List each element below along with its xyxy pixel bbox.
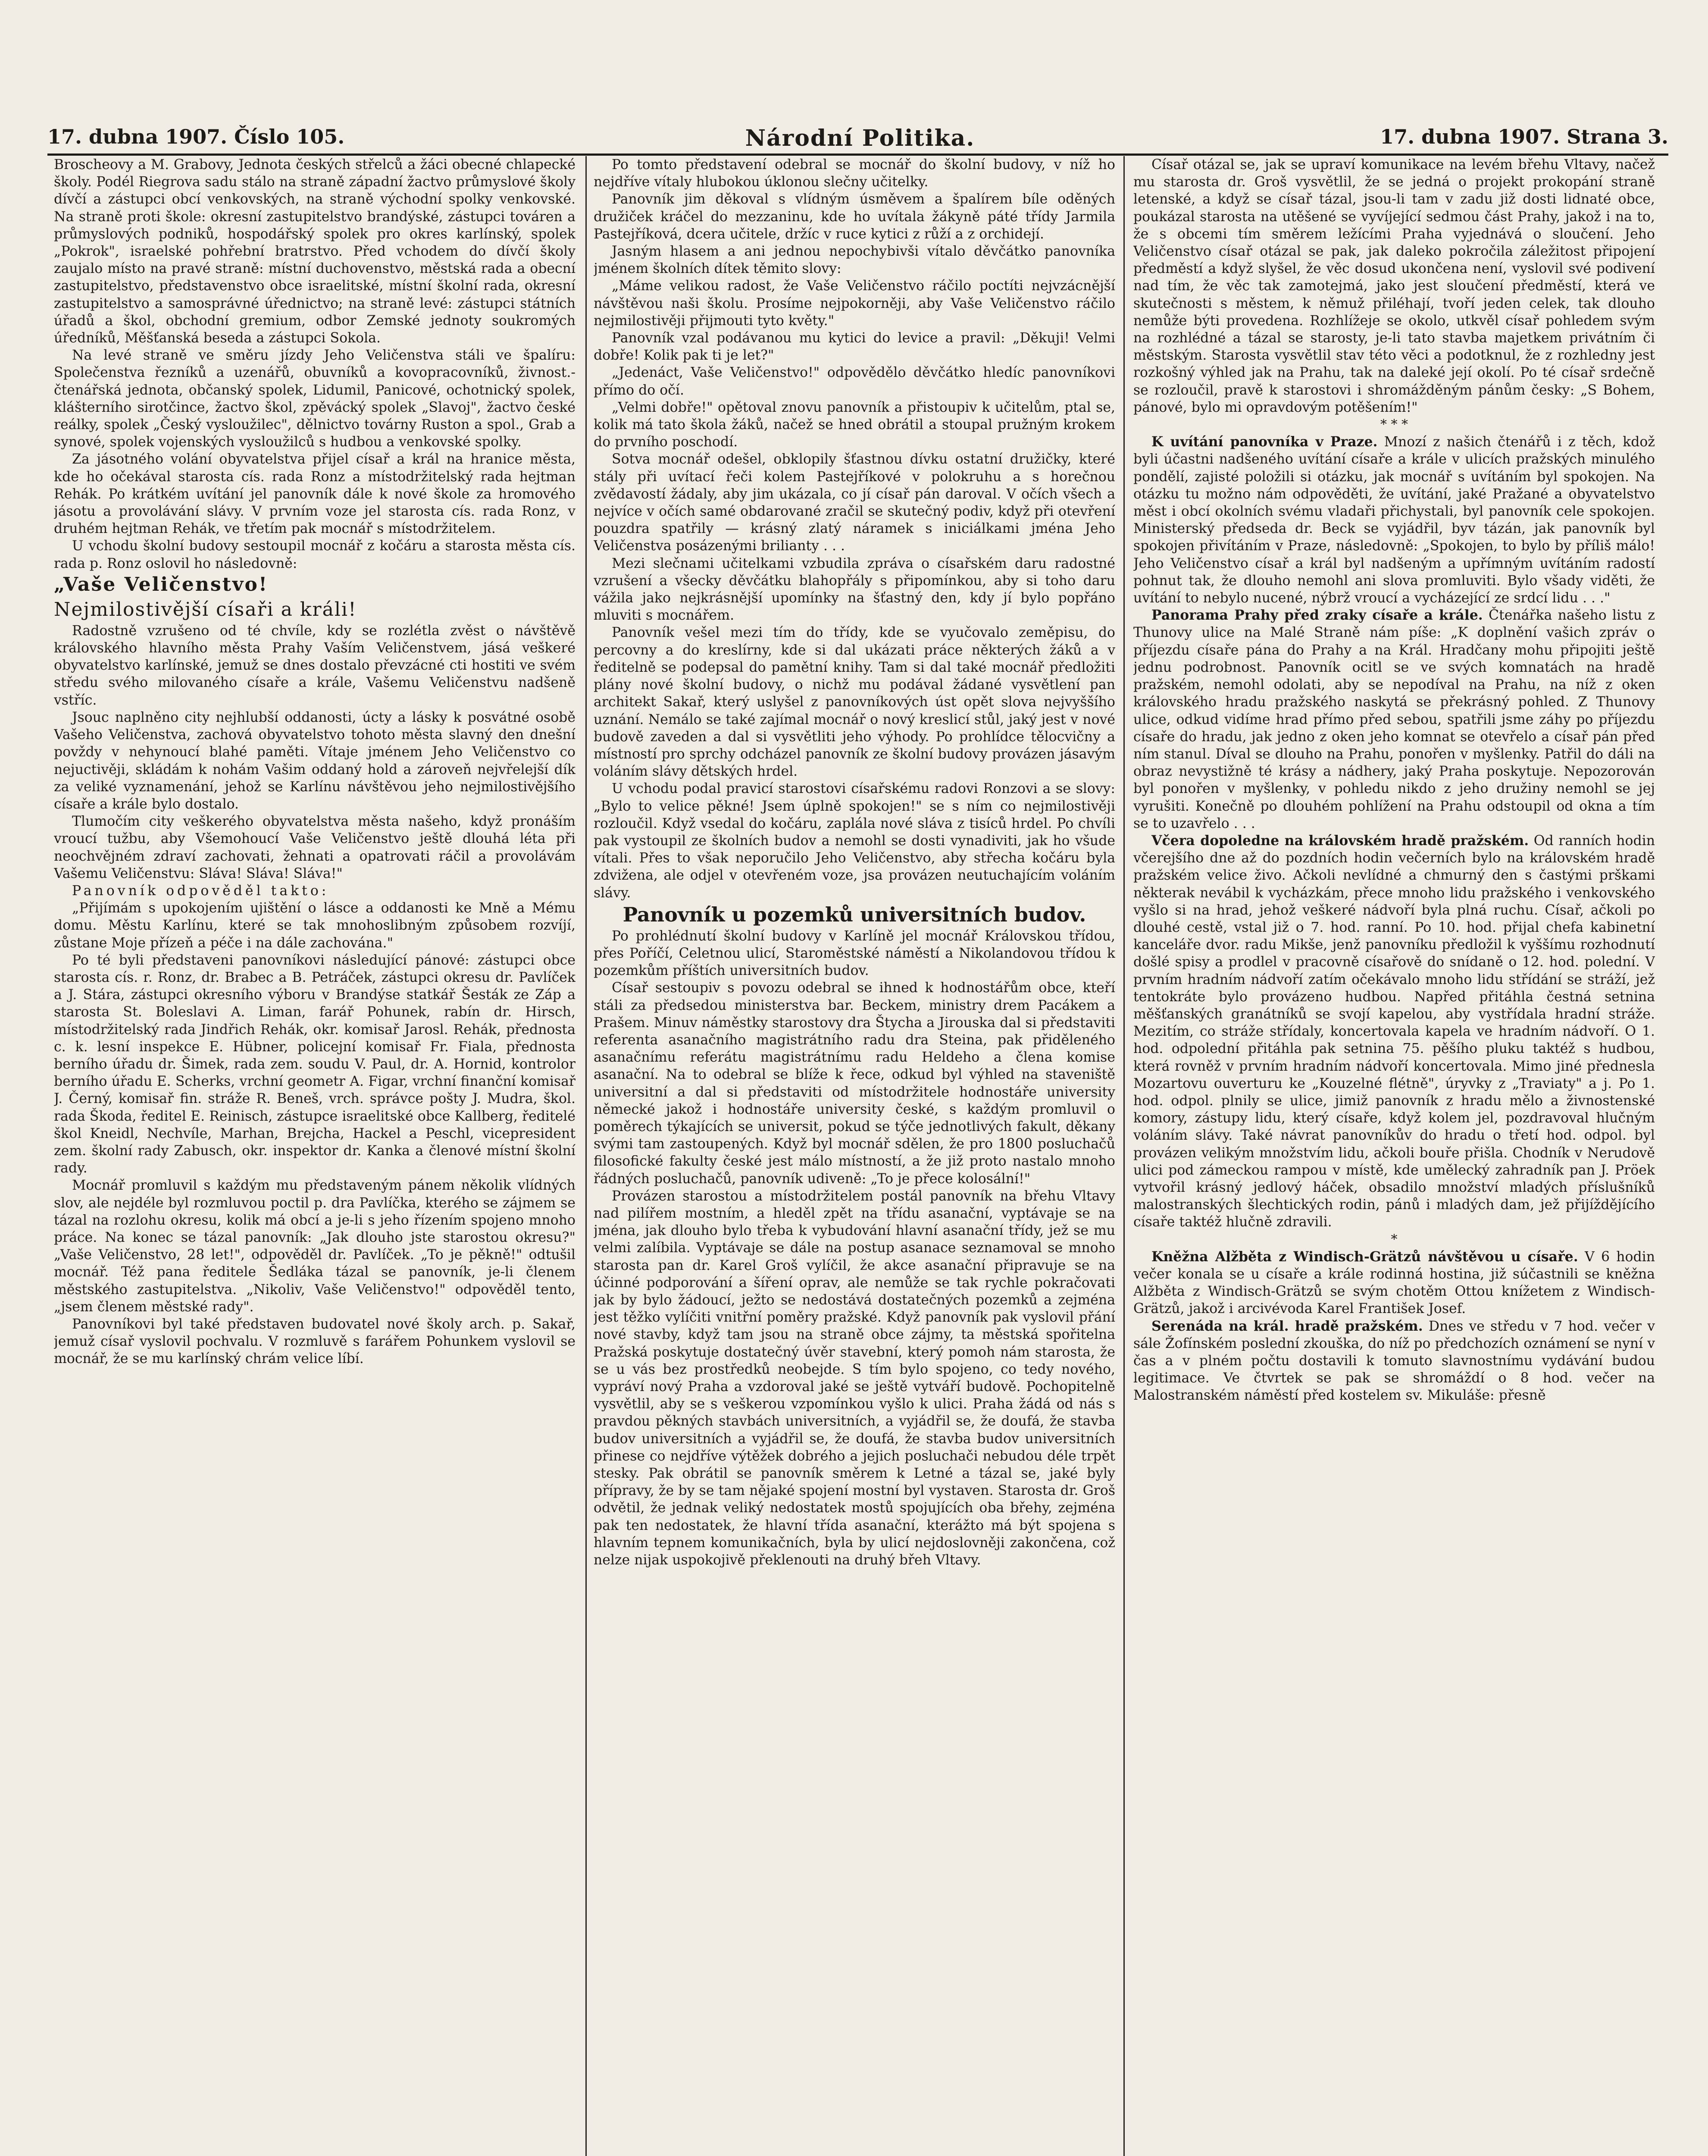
- address-heading: „Vaše Veličenstvo!: [54, 573, 269, 595]
- paragraph: Po prohlédnutí školní budovy v Karlíně jel mocnář Královskou třídou, přes Poříčí, Celetnou ulicí, Staroměstské náměstí a Nikolandovou třídou k pozemkům příštích universitních budov.: [594, 928, 1115, 979]
- news-item-heading: K uvítání panovníka v Praze.: [1151, 434, 1378, 450]
- masthead-date-issue: 17. dubna 1907. Číslo 105.: [47, 125, 345, 148]
- column-rule: [1123, 156, 1125, 2156]
- column-rule: [585, 156, 587, 2156]
- paragraph: Panovník jim děkoval s vlídným úsměvem a špalírem bíle oděných družiček kráčel do mezzaninu, kde ho uvítala žákyně páté třídy Jarmila Pastejříková, dcera učitele, držíc v ruce kytici z růží a z orchidejí.: [594, 191, 1115, 242]
- masthead-title: Národní Politika.: [745, 125, 975, 151]
- paragraph: [1133, 433, 1655, 607]
- masthead-rule: [47, 154, 1668, 156]
- separator-stars: *: [1391, 1232, 1398, 1247]
- column-3: [1133, 156, 1655, 2156]
- news-item-text: Mnozí z našich čtenářů i z těch, kdož byli účastni nadšeného uvítání císaře a krále v ulicích pražských minulého pondělí, zajisté položili si otázku, jak mocnář s uvítáním byl spokojen. Na otázku tu možno nám odpověděti, že uvítání, jaké Pražané a obyvatelstvo měst i obcí okolních svému vladaři přichystali, byl panovník cele spokojen. Ministerský předseda dr. Beck se vyjádřil, byv tázán, jak panovník byl spokojen přivítáním v Praze, následovně: „Spokojen, to bylo by příliš málo! Jeho Veličenstvo císař a král byl nadšeným a upřímným uvítáním radostí pohnut tak, že dlouho nemohl ani slova promluviti. Bylo všady viděti, že uvítání to nebylo nucené, nýbrž vroucí a vycházející ze srdcí lidu . . .": [1133, 434, 1655, 606]
- paragraph: [1133, 1248, 1655, 1318]
- news-item-heading: Panorama Prahy před zraky císaře a krále.: [1151, 607, 1483, 624]
- paragraph: „Přijímám s upokojením ujištění o lásce a oddanosti ke Mně a Mému domu. Městu Karlínu, které se tak mnohoslibným způsobem rozvíjí, zůstane Moje přízeň a péče i na dále zachována.": [54, 900, 576, 951]
- paragraph: Tlumočím city veškerého obyvatelstva města našeho, když pronáším vroucí tužbu, aby Všemohoucí Vaše Veličenstvo ještě dlouhá léta při neochvějném zdraví zachovati, žehnati a opatrovati ráčil a provolávám Vašemu Veličenstvu: Sláva! Sláva! Sláva!": [54, 814, 576, 881]
- paragraph: Broscheovy a M. Grabovy, Jednota českých střelců a žáci obecné chlapecké školy. Podél Riegrova sadu stálo na straně západní žactvo průmyslové školy dívčí a zástupci obcí venkovských, na straně východní spolky venkovské. Na straně proti škole: okresní zastupitelstvo brandýské, zástupci továren a průmyslových podniků, hospodářský spolek pro okres karlínský, spolek „Pokrok", israelské pohřební bratrstvo. Před vchodem do dívčí školy zaujalo místo na pravé straně: místní duchovenstvo, městská rada a obecní zastupitelstvo, představenstvo obce israelitské, místní školní rada, okresní zastupitelstvo a samosprávné úřednictvo; na straně levé: zástupci státních úřadů a škol, obchodní gremium, odbor Zemské jednoty soukromých úředníků, Měšťanská beseda a zástupci Sokola.: [54, 157, 576, 346]
- paragraph: Po té byli představeni panovníkovi následující pánové: zástupci obce starosta cís. r. Ronz, dr. Brabec a B. Petráček, zástupci okresu dr. Pavlíček a J. Stára, zástupci okresního výboru v Brandýse statkář Šesták ze Záp a starosta St. Boleslavi A. Liman, farář Pohunek, rabín dr. Hirsch, místodržitelský rada Jindřich Rehák, okr. komisař Jarosl. Rehák, přednosta c. k. lesní inspekce E. Hübner, policejní komisař Fr. Fiala, přednosta berního úřadu dr. Šimek, rada zem. soudu V. Paul, dr. A. Hornid, kontrolor berního úřadu E. Scherks, vrchní geometr A. Figar, vrchní finanční komisař J. Černý, komisař fin. stráže R. Beneš, vrch. správce pošty J. Mudra, škol. rada Škoda, ředitel E. Reinisch, zástupce israelitské obce Kallberg, ředitelé škol Kneidl, Nechvíle, Marhan, Brejcha, Hackel a Peschl, vicepresident zem. školní rady Zabusch, okr. inspektor dr. Kanka a členové místní školní rady.: [54, 952, 576, 1176]
- paragraph: U vchodu podal pravicí starostovi císařskému radovi Ronzovi a se slovy: „Bylo to velice pěkné! Jsem úplně spokojen!" se s ním co nejmilostivěji rozloučil. Když vsedal do kočáru, zaplála nové sláva z tisíců hrdel. Po chvíli pak vystoupil ze školních budov a nemohl se dosti vynadiviti, jak ho všude vítali. Přes to však neporučilo Jeho Veličenstvo, aby střecha kočáru byla zdvižena, ale odjel v otevřeném voze, jsa provázen neutuchajícím voláním slávy.: [594, 781, 1115, 901]
- paragraph: [1133, 607, 1655, 832]
- news-item-heading: Serenáda na král. hradě pražském.: [1151, 1318, 1423, 1334]
- paragraph: Provázen starostou a místodržitelem postál panovník na břehu Vltavy nad pilířem mostním, a hleděl zpět na třídu asanační, vyptávaje se na jména, jak dlouho bylo třeba k vybudování hlavní asanační třídy, jež se mu velmi zalíbila. Vyptávaje se dále na postup asanace seznamoval se mnoho starosta pan dr. Karel Groš vylíčil, že akce asanační připravuje se na účinné podporování a šíření oprav, ale nemůže se tak rychle pokračovati jak by bylo žádoucí, ježto se nedostává dostatečných pozemků a zejména jest těžko vylíčiti vnitřní poměry pražské. Když panovník pak vyslovil přání nové stavby, když tam jsou na straně obce zájmy, ta městská spořitelna Pražská poskytuje dostatečný úvěr stavební, který pomoh nám starosta, že se u vás bez prostředků neobejde. S tím bylo spojeno, co tedy nového, vypráví nový Praha a vzdoroval jaké se ještě vytváří budově. Pochopitelně vysvětlil, aby se s veškerou vzpomínkou vyšlo k ulici. Praha žádá od nás s pravdou pěkných stavbách universitních, a vyjádřil se, že doufá, že stavba budov universitních a vyjádřil se, že doufá, že stavba budov universitních přinese co nejdříve výtěžek dobrého a jejich posluchači nebudou déle trpět stesky. Pak obrátil se panovník směrem k Letné a tázal se, jaké byly přípravy, že by se tam nějaké spojení mostní byl vystaven. Starosta dr. Groš odvětil, že jednak veliký nedostatek mostů spojujících oba břehy, zejména pak ten nedostatek, že hlavní třída asanační, kterážto má být spojena s hlavním tepnem komunikačních, byla by ulicí nejdoslovněji zakončena, což nelze nijak uspokojivě překlenouti na druhý břeh Vltavy.: [594, 1188, 1115, 1568]
- paragraph: Císař sestoupiv s povozu odebral se ihned k hodnostářům obce, kteří stáli za předsedou ministerstva bar. Beckem, ministry drem Pacákem a Prašem. Minuv náměstky starostovy dra Štycha a Jirouska dal si představiti referenta asanačního magistrátního radu dra Steina, pak přiděleného asanačnímu referátu magistrátnímu radu Heldeho a člena komise asanační. Na to odebral se blíže k řece, odkud byl výhled na staveniště universitní a dal si představiti od místodržitele hodnostáře university německé jakož i hodnostáře university české, s každým promluvil o poměrech týkajících se universit, pokud se týče jednotlivých fakult, děkany svými tam zastoupených. Když byl mocnář sdělen, že pro 1800 posluchačů filosofické fakulty české jest málo místností, a že již proto nastalo mnoho řádných posluchačů, panovník udiveně: „To je přece kolosální!": [594, 980, 1115, 1187]
- paragraph: [1133, 1318, 1655, 1404]
- paragraph: Radostně vzrušeno od té chvíle, kdy se rozlétla zvěst o návštěvě královského hlavního města Prahy Vaším Veličenstvem, jásá veškeré obyvatelstvo karlínské, jemuž se dnes dostalo převzácné cti hostiti ve svém středu svého milovaného císaře a krále, Vašemu Veličenstvu nadšeně vstříc.: [54, 623, 576, 708]
- paragraph: „Máme velikou radost, že Vaše Veličenstvo ráčilo poctíti nejvzácnější návštěvou naši školu. Prosíme nejpokorněji, aby Vaše Veličenstvo ráčilo nejmilostivěji přijmouti tyto květy.": [594, 278, 1115, 329]
- news-item-text: Dnes ve středu v 7 hod. večer v sále Žofínském poslední zkouška, do níž po předchozích oznámení se nyní v čas a v plném počtu dostavili k tomuto slavnostnímu vydávání budou legitimace. Ve čtvrtek se pak se shromáždí o 8 hod. večer na Malostranském náměstí před kostelem sv. Mikuláše: přesně: [1133, 1318, 1655, 1404]
- paragraph: Panovník vzal podávanou mu kytici do levice a pravil: „Děkuji! Velmi dobře! Kolik pak ti je let?": [594, 330, 1115, 364]
- paragraph: Mezi slečnami učitelkami vzbudila zpráva o císařském daru radostné vzrušení a všecky děvčátku blahopřály s připomínkou, aby si toho daru vážila jako nejkrásnější upomínky na šťastný den, kdy jí bylo popřáno mluviti s mocnářem.: [594, 555, 1115, 624]
- paragraph: Sotva mocnář odešel, obklopily šťastnou dívku ostatní družičky, které stály při uvítací řeči kolem Pastejříkové v polokruhu a s horečnou zvědavostí žádaly, aby jim ukázala, co jí císař pán daroval. V očích všech a nejvíce v očích samé obdarované zračil se skutečný podiv, když při otevření pouzdra spatřily — krásný zlatý náramek s iniciálkami jména Jeho Veličenstva posázenými brilianty . . .: [594, 451, 1115, 554]
- paragraph: [1133, 832, 1655, 1231]
- paragraph: Císař otázal se, jak se upraví komunikace na levém břehu Vltavy, načež mu starosta dr. Groš vysvětlil, že se jedná o projekt prokopání straně letenské, a když se císař tázal, jsou-li tam v zadu již dosti lidnaté obce, poukázal starosta na utěšené se vyvíjející sedmou část Prahy, jakož i na to, že s obcemi tím směrem ležícími Praha vyjednává o sloučení. Jeho Veličenstvo císař otázal se pak, jak daleko pokročila záležitost připojení předměstí a když slyšel, že věc dosud ukončena není, vyslovil své podivení nad tím, že věc tak zamotejmá, jako jest sloučení předměstí, která ve skutečnosti s městem, k němuž přiléhají, tvoří jeden celek, tak dlouho nemůže býti provedena. Rozhlížeje se okolo, utkvěl císař pohledem svým na rozhlédné a tázal se starosty, je-li tato stavba majetkem privátním či městským. Starosta vysvětlil stav této věci a podotknul, že z rozhledny jest rozkošný výhled jak na Prahu, tak na daleké její okolí. Po té císař srdečně se rozloučil, pravě k starostovi i shromážděným pánům česky: „S Bohem, pánové, bylo mi opravdovým potěšením!": [1133, 157, 1655, 415]
- paragraph: Po tomto představení odebral se mocnář do školní budovy, v níž ho nejdříve vítaly hlubokou úklonou slečny učitelky.: [594, 157, 1115, 190]
- paragraph: Jasným hlasem a ani jednou nepochybivši vítalo děvčátko panovníka jménem školních dítek těmito slovy:: [594, 244, 1115, 277]
- paragraph: Na levé straně ve směru jízdy Jeho Veličenstva stáli ve špalíru: Společenstva řezníků a uzenářů, obuvníků a kovopracovníků, živnost.-čtenářská jednota, občanský spolek, Lidumil, Panicové, ochotnický spolek, klášterního sirotčince, žactvo škol, zpěvácký spolek „Slavoj", žactvo české reálky, spolek „Český vysloužilec", dělnictvo továrny Ruston a spol., Grab a synové, spolek vojenských vysloužilců s hudbou a venkovské spolky.: [54, 348, 576, 450]
- separator-stars: * * *: [1380, 417, 1408, 432]
- paragraph: Mocnář promluvil s každým mu představeným pánem několik vlídných slov, ale nejdéle byl rozmluvou poctil p. dra Pavlíčka, kterého se zájmem se tázal na rozlohu okresu, kolik má obcí a je-li s jeho řízením spojeno mnoho práce. Na konec se tázal panovník: „Jak dlouho jste starostou okresu?" „Vaše Veličenstvo, 28 let!", odpověděl dr. Pavlíček. „To je pěkně!" odtušil mocnář. Též pana ředitele Šedláka tázal se panovník, je-li členem městského zastupitelstva. „Nikoliv, Vaše Veličenstvo!" odpověděl tento, „jsem členem městské rady".: [54, 1178, 576, 1315]
- news-item-text: Od ranních hodin včerejšího dne až do pozdních hodin večerních bylo na královském hradě pražském velice živo. Ačkoli nevlídné a chmurný den s častými prškami některak nevábil k vycházkám, přece mnoho lidu pražského i venkovského vyšlo si na hrad, jehož veškeré nádvoří byla plná ruchu. Císař, ačkoli po dlouhé cestě, vstal již o 7. hod. ranní. Po 10. hod. přijal chefa kabinetní kanceláře dvor. radu Mikše, jenž panovníku předložil k vyššímu rozhodnutí došlé spisy a prodlel v pracovně císařově do snídaně o 12. hod. polední. V prvním hradním nádvoří zatím očekávalo mnoho lidu střídání se stráží, jež tentokráte bylo provázeno hudbou. Napřed přitáhla čestná setnina měšťanských granátníků se svojí kapelou, aby vystřídala hradní stráže. Mezitím, co stráže střídaly, koncertovala kapela ve hradním nádvoří. O 1. hod. odpolední přitáhla pak setnina 75. pěšího pluku taktéž s hudbou, která rovněž v prvním hradním nádvoří koncertovala. Mimo jiné přednesla Mozartovu ouverturu ke „Kouzelné flétně", úryvky z „Traviaty" a j. Po 1. hod. odpol. plnily se ulice, jimiž panovník z hradu mělo a živnostenské komory, zástupy lidu, který císaře, když kolem jel, pozdravoval hlučným voláním slávy. Také návrat panovníkův do hradu o třetí hod. odpol. byl provázen velikým množstvím lidu, ačkoli bouře přišla. Chodník v Nerudově ulici pod zámeckou rampou v místě, kde umělecký zahradník pan J. Pröek vytvořil krásný jedlový háček, obsadilo množství mladých příslušníků malostranských šlechtických rodin, pánů i mladých dam, jež přijíždějícího císaře taktéž hlučně zdravili.: [1133, 833, 1655, 1230]
- column-1: [54, 156, 576, 2156]
- news-item-heading: Včera dopoledne na královském hradě pražském.: [1151, 832, 1529, 849]
- paragraph: Panovník vešel mezi tím do třídy, kde se vyučovalo zeměpisu, do percovny a do kreslírny, kde si dal ukázati práce některých žáků a v ředitelně se podepsal do pamětní knihy. Tam si dal také mocnář předložiti plány nové školní budovy, o nichž mu podával žádané vysvětlení pan architekt Sakař, který uslyšel z panovníkových úst opět slova nejvyššího uznání. Nemálo se také zajímal mocnář o nový kreslicí stůl, jaký jest v nové budově zaveden a dal si vysvětliti jeho výhody. Po prohlídce tělocvičny a místností pro sprchy odcházel panovník ze školní budovy provázen jásavým voláním slávy dětských hrdel.: [594, 625, 1115, 780]
- paragraph: Jsouc naplněno city nejhlubší oddanosti, úcty a lásky k posvátné osobě Vašeho Veličenstva, zachová obyvatelstvo tohoto města slavný den dnešní povždy v nehynoucí blahé paměti. Vítaje jménem Jeho Veličenstvo co nejuctivěji, skládám k nohám Vašim oddaný hold a zároveň nejvřelejší dík za veliké vyznamenání, jehož se Karlínu návštěvou jeho nejmilostivějšího císaře a krále bylo dostalo.: [54, 709, 576, 812]
- news-item-text: Čtenářka našeho listu z Thunovy ulice na Malé Straně nám píše: „K doplnění vašich zpráv o příjezdu císaře pána do Prahy a na Král. Hradčany mohu připojiti ještě jednu podrobnost. Panovník ocitl se ve svých komnatách na hradě pražském, nemohl odolati, aby se nepodíval na Prahu, na níž z oken královského hradu pražského naskytá se překrásný pohled. Z Thunovy ulice, odkud vidíme hrad přímo před sebou, spatřili jsme záhy po příjezdu císaře do hradu, jak jedno z oken jeho komnat se otevřelo a císař pán před ním stanul. Díval se dlouho na Prahu, ponořen v myšlenky. Patřil do dáli na obraz nevystižně té krásy a nádhery, jaký Praha poskytuje. Nepozorován byl ponořen v myšlenky, v pohledu nikdo z jeho družiny nemohl se jej vyrušiti. Konečně po dlouhém pohlížení na Prahu odstoupil od okna a tím se to uzavřelo . . .: [1133, 608, 1655, 831]
- news-item-heading: Kněžna Alžběta z Windisch-Grätzů návštěvou u císaře.: [1151, 1248, 1578, 1265]
- paragraph: „Velmi dobře!" opětoval znovu panovník a přistoupiv k učitelům, ptal se, kolik má tato škola žáků, načež se hned obrátil a stoupal pružným krokem do prvního poschodí.: [594, 399, 1115, 450]
- paragraph: Panovníkovi byl také představen budovatel nové školy arch. p. Sakař, jemuž císař vyslovil pochvalu. V rozmluvě s farářem Pohunkem vyslovil se mocnář, že se mu karlínský chrám velice líbí.: [54, 1316, 576, 1367]
- section-heading: Panovník u pozemků universitních budov.: [623, 903, 1086, 926]
- paragraph: Za jásotného volání obyvatelstva přijel císař a král na hranice města, kde ho očekával starosta cís. rada Ronz a místodržitelský rada hejtman Rehák. Po krátkém uvítání jel panovník dále k nové škole za hromového jásotu a provolávání slávy. V prvním voze jel starosta cís. rada Ronz, v druhém hejtman Rehák, ve třetím pak mocnář s místodržitelem.: [54, 451, 576, 537]
- address-subheading: Nejmilostivější císaři a králi!: [54, 598, 357, 620]
- paragraph: Panovník odpověděl takto:: [72, 883, 329, 899]
- paragraph: U vchodu školní budovy sestoupil mocnář z kočáru a starosta města cís. rada p. Ronz oslovil ho následovně:: [54, 538, 576, 571]
- news-item-text: V 6 hodin večer konala se u císaře a krále rodinná hostina, již súčastnili se kněžna Alžběta z Windisch-Grätzů se svým chotěm Ottou knížetem z Windisch-Grätzů, jakož i arcivévoda Karel František Josef.: [1133, 1249, 1655, 1317]
- paragraph: „Jedenáct, Vaše Veličenstvo!" odpovědělo děvčátko hledíc panovníkovi přímo do očí.: [594, 365, 1115, 398]
- masthead-date-page: 17. dubna 1907. Strana 3.: [1380, 125, 1668, 148]
- column-2: [594, 156, 1115, 2156]
- masthead: [47, 116, 1668, 154]
